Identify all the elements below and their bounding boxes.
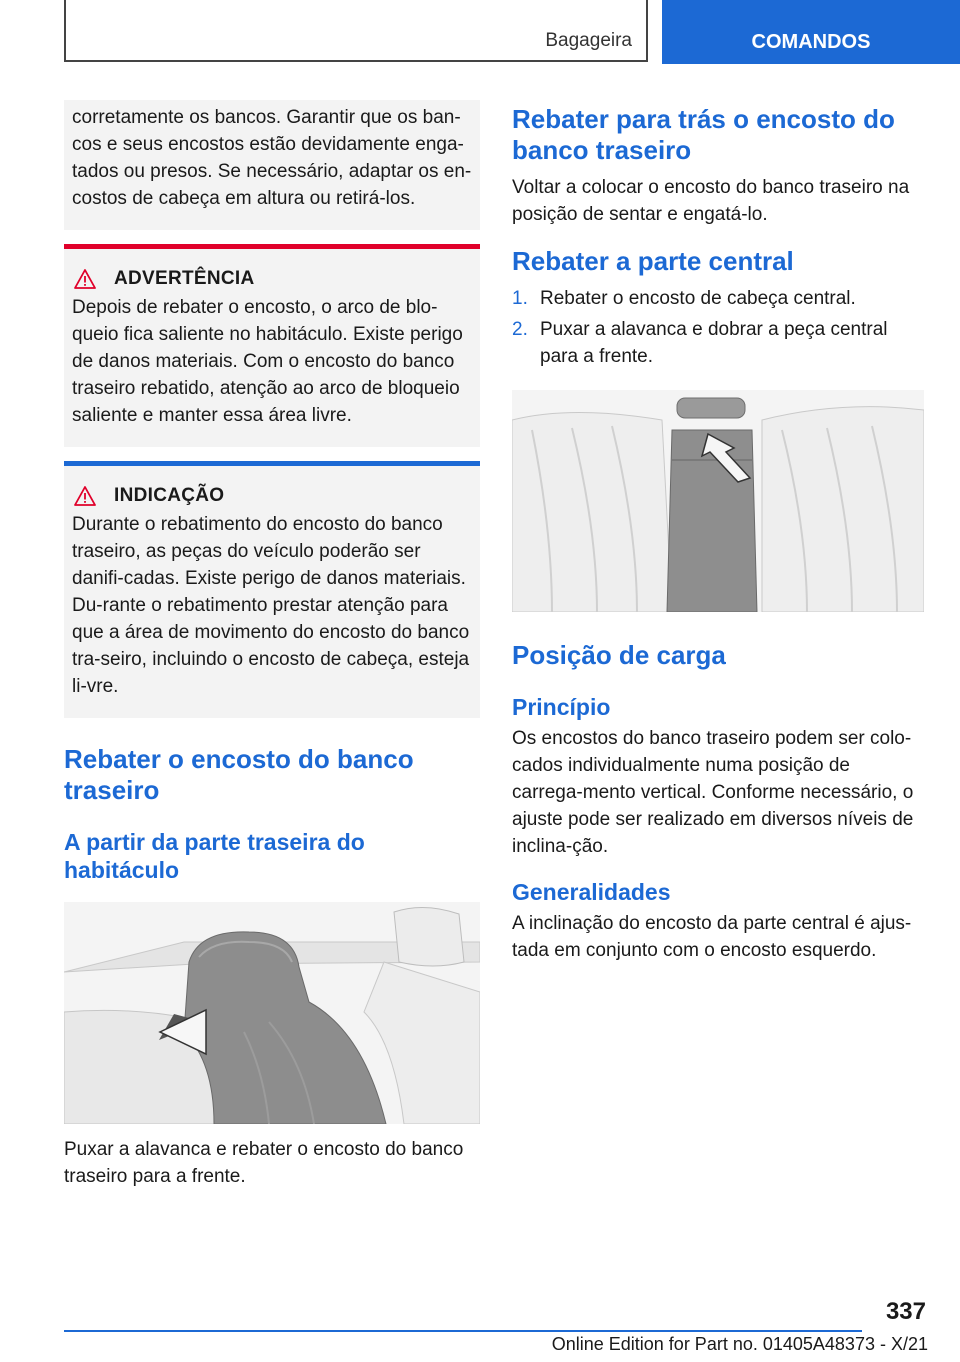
- section-heading-parte-central: Rebater a parte central: [512, 246, 794, 276]
- section-heading-rebater: Rebater o encosto do banco traseiro: [64, 744, 414, 805]
- warning-box: [64, 244, 480, 447]
- step-text: Rebater o encosto de cabeça central.: [540, 288, 856, 309]
- seat-backrest-image: [64, 902, 480, 1124]
- header-section-title: Bagageira: [545, 30, 632, 51]
- notice-bar: [64, 461, 480, 466]
- notice-box: [64, 461, 480, 718]
- subheading-parte-traseira: A partir da parte traseira do habitáculo: [64, 829, 365, 883]
- warning-triangle-icon: [74, 269, 96, 289]
- intro-text: corretamente os bancos. Garantir que os ban-cos e seus encostos estão devidamente enga-tados ou presos. Se necessário, adaptar os en-costos de cabeça em altura ou retirá-los.: [72, 107, 472, 209]
- section-heading-rebater-tras: Rebater para trás o encosto do banco traseiro: [512, 104, 895, 165]
- subheading-principio: Princípio: [512, 694, 611, 720]
- warning-bar: [64, 244, 480, 249]
- notice-text: Durante o rebatimento do encosto do banco traseiro, as peças do veículo poderão ser danifi-cadas. Existe perigo de danos materiais. Du-rante o rebatimento prestar atenção para que a área de movimento do encosto do banco tra-seiro, incluindo o encosto de cabeça, esteja li-vre.: [72, 514, 470, 697]
- seat-backrest-illustration: [64, 902, 480, 1124]
- left-column: [64, 100, 480, 1190]
- step-text: Puxar a alavanca e dobrar a peça central para a frente.: [540, 319, 888, 367]
- figure-caption: Puxar a alavanca e rebater o encosto do banco traseiro para a frente.: [64, 1139, 464, 1187]
- list-item: [512, 285, 926, 312]
- subheading-generalidades: Generalidades: [512, 879, 671, 905]
- header-chapter-tab[interactable]: COMANDOS: [662, 0, 960, 64]
- header-frame: [64, 0, 648, 62]
- warning-title: ADVERTÊNCIA: [114, 268, 255, 289]
- text-rebater-tras: Voltar a colocar o encosto do banco traseiro na posição de sentar e engatá-lo.: [512, 177, 910, 225]
- footer-divider: [64, 1330, 862, 1332]
- notice-title: INDICAÇÃO: [114, 485, 225, 506]
- step-number: 2.: [512, 319, 528, 340]
- steps-list: [512, 285, 926, 370]
- right-column: [512, 100, 926, 964]
- list-item: [512, 316, 926, 370]
- text-principio: Os encostos do banco traseiro podem ser colo-cados individualmente numa posição de carrega-mento vertical. Conforme necessário, o ajuste pode ser realizado em diversos níveis de inclina-ção.: [512, 728, 914, 857]
- text-generalidades: A inclinação do encosto da parte central é ajus-tada em conjunto com o encosto esquerdo.: [512, 913, 912, 961]
- notice-triangle-icon: [74, 486, 96, 506]
- footer-edition: Online Edition for Part no. 01405A48373 - X/21: [551, 1334, 928, 1354]
- intro-box: [64, 100, 480, 230]
- center-section-image: [512, 390, 924, 612]
- warning-text: Depois de rebater o encosto, o arco de blo-queio fica saliente no habitáculo. Existe perigo de danos materiais. Com o encosto do banco traseiro rebatido, atenção ao arco de bloqueio saliente e manter essa área livre.: [72, 297, 463, 426]
- page-number: 337: [885, 1298, 926, 1325]
- section-heading-posicao-carga: Posição de carga: [512, 640, 726, 670]
- step-number: 1.: [512, 288, 528, 309]
- center-section-illustration: [512, 390, 924, 612]
